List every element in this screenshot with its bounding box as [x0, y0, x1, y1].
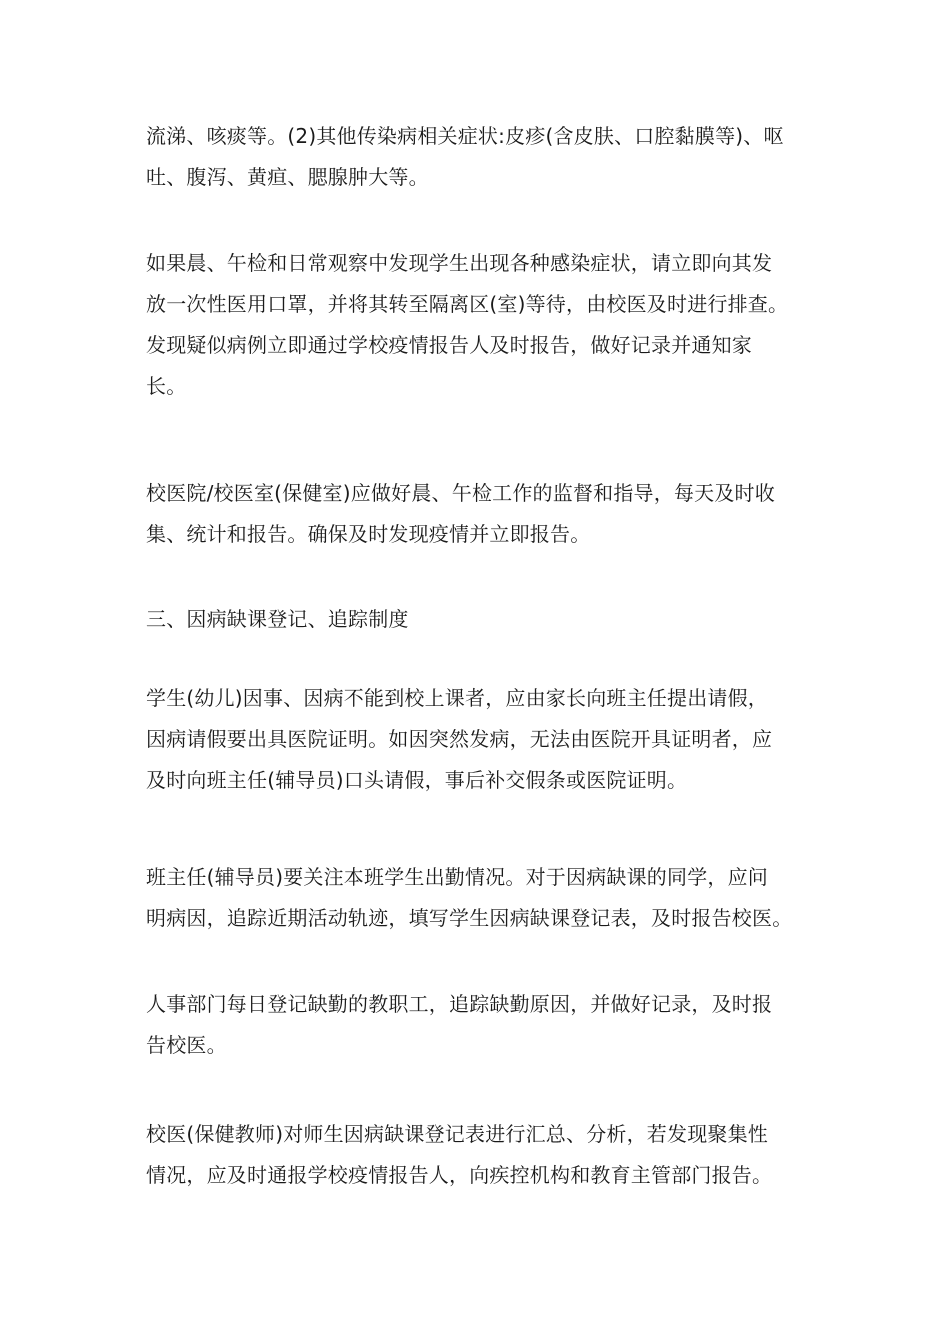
text-line: 如果晨、午检和日常观察中发现学生出现各种感染症状，请立即向其发 — [146, 251, 773, 275]
text-line: 放一次性医用口罩，并将其转至隔离区(室)等待，由校医及时进行排查。 — [146, 292, 789, 316]
section-heading — [146, 599, 811, 640]
text-line: 校医院/校医室(保健室)应做好晨、午检工作的监督和指导，每天及时收 — [146, 481, 775, 505]
paragraph-morning-check — [146, 243, 811, 407]
text-line: 班主任(辅导员)要关注本班学生出勤情况。对于因病缺课的同学，应问 — [146, 865, 769, 889]
text-line: 校医(保健教师)对师生因病缺课登记表进行汇总、分析，若发现聚集性 — [146, 1122, 769, 1146]
section-title: 三、因病缺课登记、追踪制度 — [146, 607, 409, 631]
text-line: 发现疑似病例立即通过学校疫情报告人及时报告，做好记录并通知家 — [146, 333, 752, 357]
paragraph-school-doctor — [146, 1114, 811, 1196]
paragraph-clinic-supervision — [146, 473, 811, 555]
text-line: 集、统计和报告。确保及时发现疫情并立即报告。 — [146, 522, 591, 546]
paragraph-leave-request — [146, 678, 811, 801]
text-line: 明病因，追踪近期活动轨迹，填写学生因病缺课登记表，及时报告校医。 — [146, 906, 793, 930]
text-line: 因病请假要出具医院证明。如因突然发病，无法由医院开具证明者，应 — [146, 727, 773, 751]
paragraph-symptoms-continued — [146, 116, 811, 198]
text-line: 情况，应及时通报学校疫情报告人，向疾控机构和教育主管部门报告。 — [146, 1163, 773, 1187]
text-line: 流涕、咳痰等。(2)其他传染病相关症状:皮疹(含皮肤、口腔黏膜等)、呕 — [146, 124, 784, 148]
text-line: 人事部门每日登记缺勤的教职工，追踪缺勤原因，并做好记录，及时报 — [146, 992, 773, 1016]
text-line: 长。 — [146, 374, 187, 398]
paragraph-class-teacher — [146, 857, 811, 939]
text-line: 学生(幼儿)因事、因病不能到校上课者，应由家长向班主任提出请假， — [146, 686, 769, 710]
text-line: 告校医。 — [146, 1033, 227, 1057]
text-line: 及时向班主任(辅导员)口头请假，事后补交假条或医院证明。 — [146, 768, 688, 792]
paragraph-hr-department — [146, 984, 811, 1066]
text-line: 吐、腹泻、黄疸、腮腺肿大等。 — [146, 165, 429, 189]
